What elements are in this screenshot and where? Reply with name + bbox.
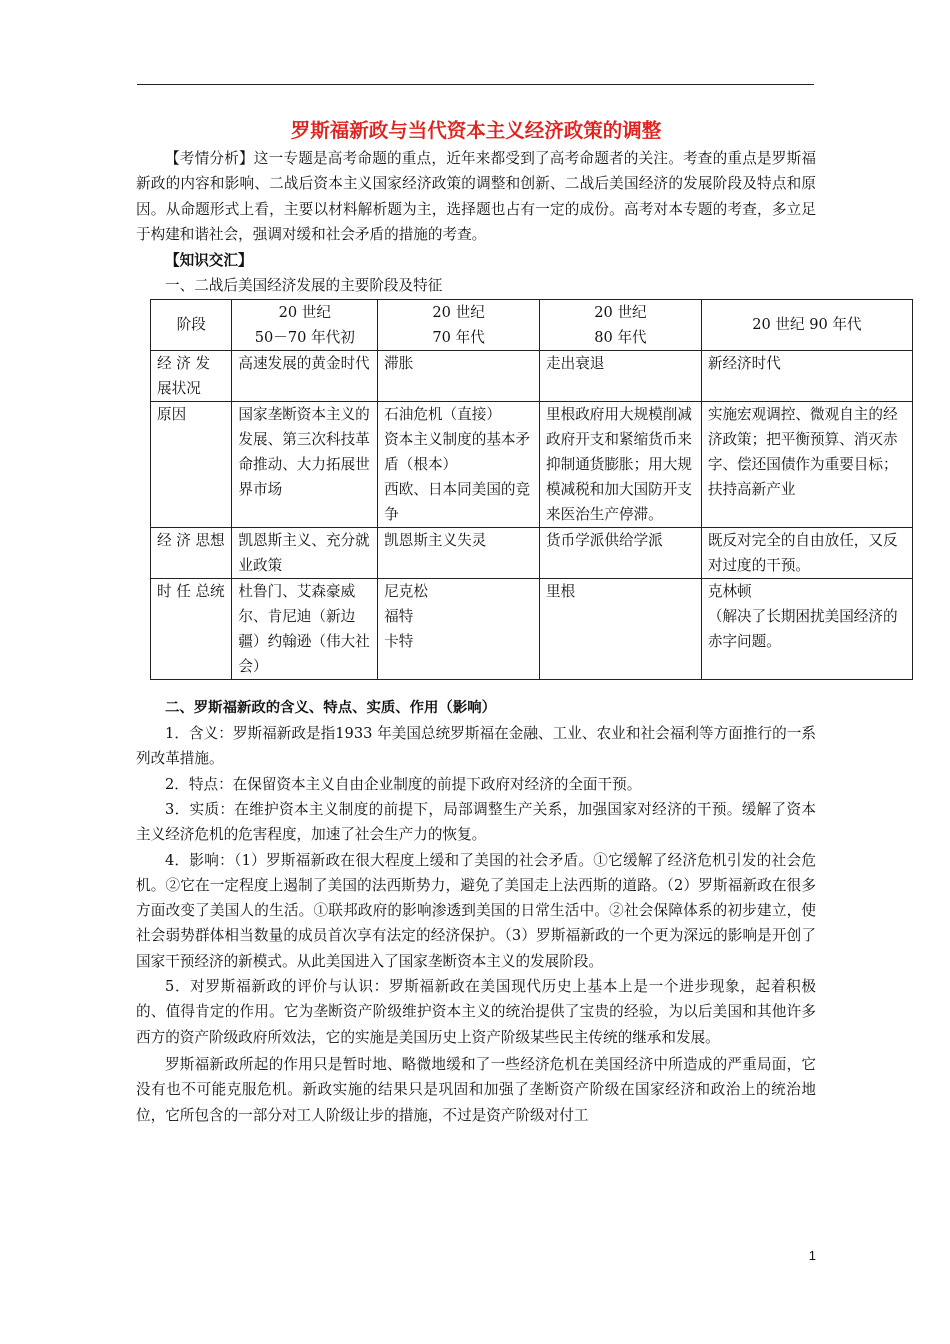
- table-cell: 凯恩斯主义失灵: [378, 527, 540, 578]
- table-header-cell: 20 世纪 70 年代: [378, 299, 540, 350]
- table-cell: 既反对完全的自由放任，又反对过度的干预。: [701, 527, 912, 578]
- table-cell: 克林顿 （解决了长期困扰美国经济的赤字问题。: [701, 578, 912, 679]
- paragraph-features: 2．特点：在保留资本主义自由企业制度的前提下政府对经济的全面干预。: [165, 775, 642, 793]
- document-title: 罗斯福新政与当代资本主义经济政策的调整: [290, 119, 662, 142]
- table-header-cell: 20 世纪 50－70 年代初: [232, 299, 378, 350]
- table-header-row: [151, 299, 913, 350]
- table-row: [151, 350, 913, 401]
- table-row: [151, 527, 913, 578]
- table-header-cell: 阶段: [151, 299, 232, 350]
- table-cell: 杜鲁门、艾森豪威尔、肯尼迪（新边疆）约翰逊（伟大社会）: [232, 578, 378, 679]
- paragraph-definition: 1．含义：罗斯福新政是指1933 年美国总统罗斯福在金融、工业、农业和社会福利等方面推行的一系列改革措施。: [136, 725, 816, 768]
- section1-heading: 一、二战后美国经济发展的主要阶段及特征: [165, 277, 443, 295]
- table-cell: 实施宏观调控、微观自主的经济政策；把平衡预算、消灭赤字、偿还国债作为重要目标；扶持高新产业: [701, 401, 912, 527]
- table-cell: 里根政府用大规模削减政府开支和紧缩货币来抑制通货膨胀；用大规模减税和加大国防开支来医治生产停滞。: [540, 401, 702, 527]
- table-row: [151, 401, 913, 527]
- document-body: [136, 118, 898, 1128]
- paragraph-limitations: 罗斯福新政所起的作用只是暂时地、略微地缓和了一些经济危机在美国经济中所造成的严重局面，它没有也不可能克服危机。新政实施的结果只是巩固和加强了垄断资产阶级在国家经济和政治上的统治地位，它所包含的一部分对工人阶级让步的措施，不过是资产阶级对付工: [136, 1055, 816, 1124]
- paragraph-essence: 3．实质：在维护资本主义制度的前提下，局部调整生产关系，加强国家对经济的干预。缓解了资本主义经济危机的危害程度，加速了社会生产力的恢复。: [136, 800, 816, 844]
- table-cell: 时 任 总统: [151, 578, 232, 679]
- table-cell: 走出衰退: [540, 350, 702, 401]
- header-rule: [137, 84, 814, 85]
- economy-stages-table: [150, 299, 913, 680]
- table-cell: 高速发展的黄金时代: [232, 350, 378, 401]
- table-cell: 石油危机（直接） 资本主义制度的基本矛盾（根本） 西欧、日本同美国的竞争: [378, 401, 540, 527]
- table-cell: 经 济 发 展状况: [151, 350, 232, 401]
- table-cell: 尼克松 福特 卡特: [378, 578, 540, 679]
- table-cell: 国家垄断资本主义的发展、第三次科技革命推动、大力拓展世界市场: [232, 401, 378, 527]
- table-cell: 经 济 思想: [151, 527, 232, 578]
- table-cell: 里根: [540, 578, 702, 679]
- intro-paragraph: 【考情分析】这一专题是高考命题的重点，近年来都受到了高考命题者的关注。考查的重点是罗斯福新政的内容和影响、二战后资本主义国家经济政策的调整和创新、二战后美国经济的发展阶段及特点和原因。从命题形式上看，主要以材料解析题为主，选择题也占有一定的成份。高考对本专题的考查，多立足于构建和谐社会，强调对缓和社会矛盾的措施的考查。: [136, 150, 816, 243]
- table-cell: 原因: [151, 401, 232, 527]
- table-header-cell: 20 世纪 90 年代: [701, 299, 912, 350]
- table-row: [151, 578, 913, 679]
- knowledge-heading: 【知识交汇】: [165, 252, 253, 270]
- table-cell: 凯恩斯主义、充分就业政策: [232, 527, 378, 578]
- paragraph-evaluation: 5．对罗斯福新政的评价与认识：罗斯福新政在美国现代历史上基本上是一个进步现象，起着积极的、值得肯定的作用。它为垄断资产阶级维护资本主义的统治提供了宝贵的经验，为以后美国和其他许多西方的资产阶级政府所效法，它的实施是美国历史上资产阶级某些民主传统的继承和发展。: [136, 978, 816, 1046]
- table-header-cell: 20 世纪 80 年代: [540, 299, 702, 350]
- section2-heading: 二、罗斯福新政的含义、特点、实质、作用（影响）: [165, 699, 496, 716]
- paragraph-impact: 4．影响：（1）罗斯福新政在很大程度上缓和了美国的社会矛盾。①它缓解了经济危机引发的社会危机。②它在一定程度上遏制了美国的法西斯势力，避免了美国走上法西斯的道路。（2）罗斯福新政在很多方面改变了美国人的生活。①联邦政府的影响渗透到美国的日常生活中。②社会保障体系的初步建立，使社会弱势群体相当数量的成员首次享有法定的经济保护。（3）罗斯福新政的一个更为深远的影响是开创了国家干预经济的新模式。从此美国进入了国家垄断资本主义的发展阶段。: [136, 851, 816, 970]
- page-number: 1: [808, 1248, 816, 1263]
- table-cell: 滞胀: [378, 350, 540, 401]
- table-cell: 货币学派供给学派: [540, 527, 702, 578]
- table-cell: 新经济时代: [701, 350, 912, 401]
